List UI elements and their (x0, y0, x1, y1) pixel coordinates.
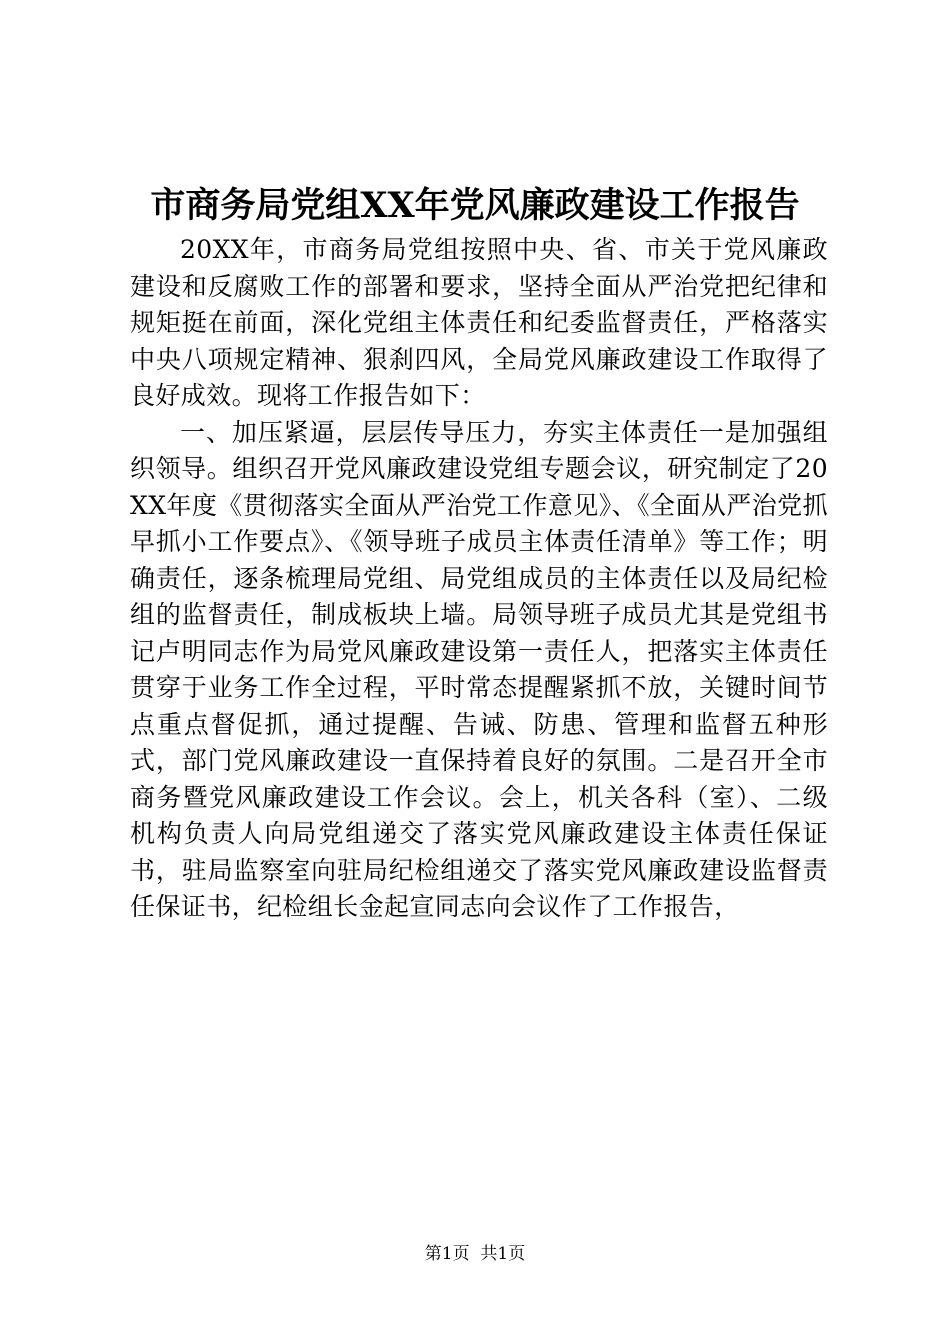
document-title: 市商务局党组XX年党风廉政建设工作报告 (150, 185, 800, 226)
paragraph-section-one: 一、加压紧逼，层层传导压力，夯实主体责任一是加强组织领导。组织召开党风廉政建设党组专题会议，研究制定了20XX年度《贯彻落实全面从严治党工作意见》、《全面从严治党抓早抓小工作要点》、《领导班子成员主体责任清单》等工作；明确责任，逐条梳理局党组、局党组成员的主体责任以及局纪检组的监督责任，制成板块上墙。局领导班子成员尤其是党组书记卢明同志作为局党风廉政建设第一责任人，把落实主体责任贯穿于业务工作全过程，平时常态提醒紧抓不放，关键时间节点重点督促抓，通过提醒、告诫、防患、管理和监督五种形式，部门党风廉政建设一直保持着良好的氛围。二是召开全市商务暨党风廉政建设工作会议。会上，机关各科（室）、二级机构负责人向局党组递交了落实党风廉政建设主体责任保证书，驻局监察室向驻局纪检组递交了落实党风廉政建设监督责任保证书，纪检组长金起宣同志向会议作了工作报告， (130, 417, 828, 921)
paragraph-intro: 20XX年，市商务局党组按照中央、省、市关于党风廉政建设和反腐败工作的部署和要求，坚持全面从严治党把纪律和规矩挺在前面，深化党组主体责任和纪委监督责任，严格落实中央八项规定精神、狠刹四风，全局党风廉政建设工作取得了良好成效。现将工作报告如下： (130, 235, 828, 410)
page-footer (0, 1243, 950, 1265)
document-body (130, 232, 828, 926)
page-number: 第1页 共1页 (424, 1244, 526, 1264)
